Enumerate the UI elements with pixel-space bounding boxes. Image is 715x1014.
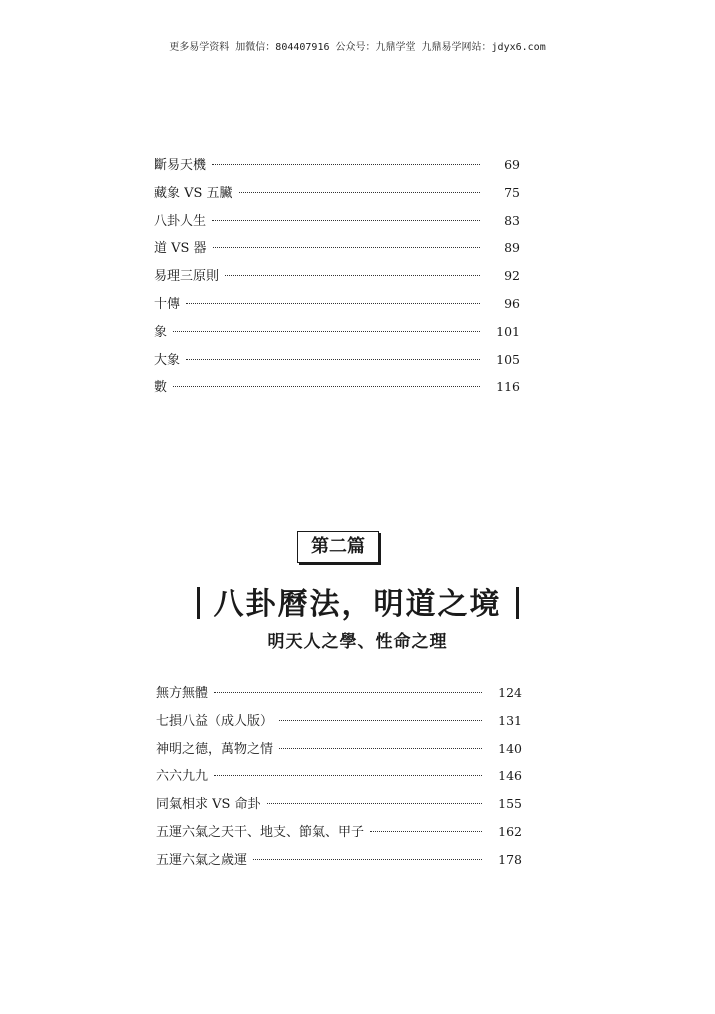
toc-entry-page: 140 [498, 740, 522, 756]
toc-entry[interactable] [156, 707, 522, 735]
toc-entry-title: 斷易天機 [154, 158, 207, 173]
toc-entry-title: 藏象 VS 五臟 [154, 185, 233, 201]
dot-leader [370, 831, 482, 832]
toc-entry[interactable] [154, 373, 520, 401]
dot-leader [279, 748, 482, 749]
toc-entry-page: 146 [498, 768, 522, 784]
dot-leader [213, 247, 480, 248]
toc-entry-title: 八卦人生 [154, 213, 207, 229]
toc-entry[interactable] [154, 318, 520, 346]
title-bar-left [197, 587, 200, 619]
dot-leader [214, 775, 482, 776]
toc-entry[interactable] [154, 290, 520, 318]
toc-entry-title: 同氣相求 VS 命卦 [156, 797, 261, 813]
part-title-text: 八卦曆法，明道之境 [213, 587, 502, 622]
toc-entry[interactable] [156, 818, 522, 846]
dot-leader [267, 803, 482, 804]
dot-leader [214, 692, 482, 693]
toc-entry-title: 五運六氣之天干、地支、節氣、甲子 [156, 824, 365, 840]
toc-entry-page: 105 [496, 351, 520, 367]
toc-entry-page: 69 [504, 157, 520, 172]
toc-entry[interactable] [154, 207, 520, 235]
toc-entry-title: 神明之德，萬物之情 [156, 741, 274, 757]
toc-entry-title: 六六九九 [156, 769, 209, 785]
dot-leader [173, 331, 480, 332]
toc-entry[interactable] [154, 234, 520, 262]
toc-entry-title: 易理三原則 [154, 269, 220, 285]
dot-leader [253, 859, 482, 860]
toc-entry-page: 92 [504, 268, 520, 284]
toc-entry-title: 無方無體 [156, 686, 209, 701]
toc-entry[interactable] [156, 735, 522, 763]
toc-entry-title: 象 [154, 324, 168, 340]
toc-entry-title: 十傳 [154, 296, 181, 312]
toc-entry-title: 數 [154, 380, 168, 396]
toc-list-bottom [156, 679, 522, 874]
toc-entry-title: 大象 [154, 352, 181, 368]
part-title [0, 580, 715, 630]
toc-entry-page: 101 [496, 323, 520, 339]
toc-entry[interactable] [156, 846, 522, 874]
toc-entry-page: 162 [498, 823, 522, 839]
toc-entry-page: 155 [498, 796, 522, 812]
toc-entry-page: 83 [504, 212, 520, 228]
toc-entry-page: 75 [504, 184, 520, 200]
title-bar-right [516, 587, 519, 619]
toc-entry[interactable] [154, 151, 520, 179]
toc-entry-page: 89 [504, 240, 520, 256]
dot-leader [225, 275, 480, 276]
toc-entry-page: 178 [498, 851, 522, 867]
toc-entry[interactable] [154, 179, 520, 207]
toc-entry[interactable] [154, 262, 520, 290]
dot-leader [186, 359, 480, 360]
toc-entry[interactable] [154, 346, 520, 374]
dot-leader [173, 386, 480, 387]
toc-entry[interactable] [156, 762, 522, 790]
toc-entry[interactable] [156, 790, 522, 818]
part-label-box: 第二篇 [297, 531, 379, 563]
toc-entry-page: 131 [498, 712, 522, 728]
toc-entry-title: 道 VS 器 [154, 241, 207, 257]
header-banner: 更多易学资料 加微信：804407916 公众号：九鼎学堂 九鼎易学网站：jdyx6.com [169, 42, 546, 53]
toc-entry[interactable] [156, 679, 522, 707]
dot-leader [212, 220, 480, 221]
toc-entry-page: 96 [504, 295, 520, 311]
dot-leader [279, 720, 482, 721]
toc-entry-page: 116 [496, 379, 520, 395]
dot-leader [212, 164, 480, 165]
toc-entry-page: 124 [498, 685, 522, 700]
part-subtitle: 明天人之學、性命之理 [267, 632, 448, 652]
toc-list-top [154, 151, 520, 401]
dot-leader [186, 303, 480, 304]
toc-entry-title: 五運六氣之歲運 [156, 852, 248, 868]
dot-leader [239, 192, 480, 193]
toc-entry-title: 七損八益（成人版） [156, 713, 274, 729]
